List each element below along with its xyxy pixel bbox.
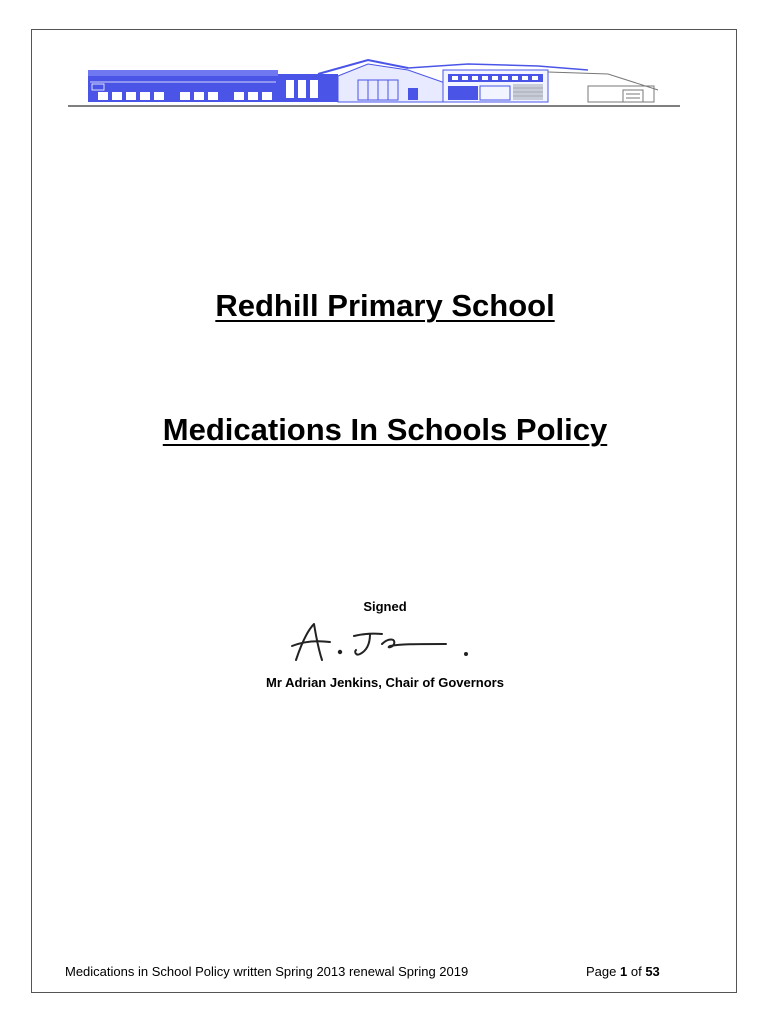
page-number [586, 964, 660, 979]
signatory-name: Mr Adrian Jenkins, Chair of Governors [266, 675, 504, 690]
page-current: 1 [620, 964, 628, 979]
page-total: 53 [645, 964, 660, 979]
handwritten-signature [290, 618, 480, 664]
signed-label: Signed [363, 599, 407, 614]
policy-title: Medications In Schools Policy [162, 412, 608, 447]
page-of: of [630, 964, 642, 979]
school-building-illustration [68, 56, 680, 112]
school-name: Redhill Primary School [215, 288, 555, 323]
footer-description: Medications in School Policy written Spring 2013 renewal Spring 2019 [65, 964, 469, 979]
page-border [31, 29, 737, 993]
page-prefix: Page [586, 964, 617, 979]
